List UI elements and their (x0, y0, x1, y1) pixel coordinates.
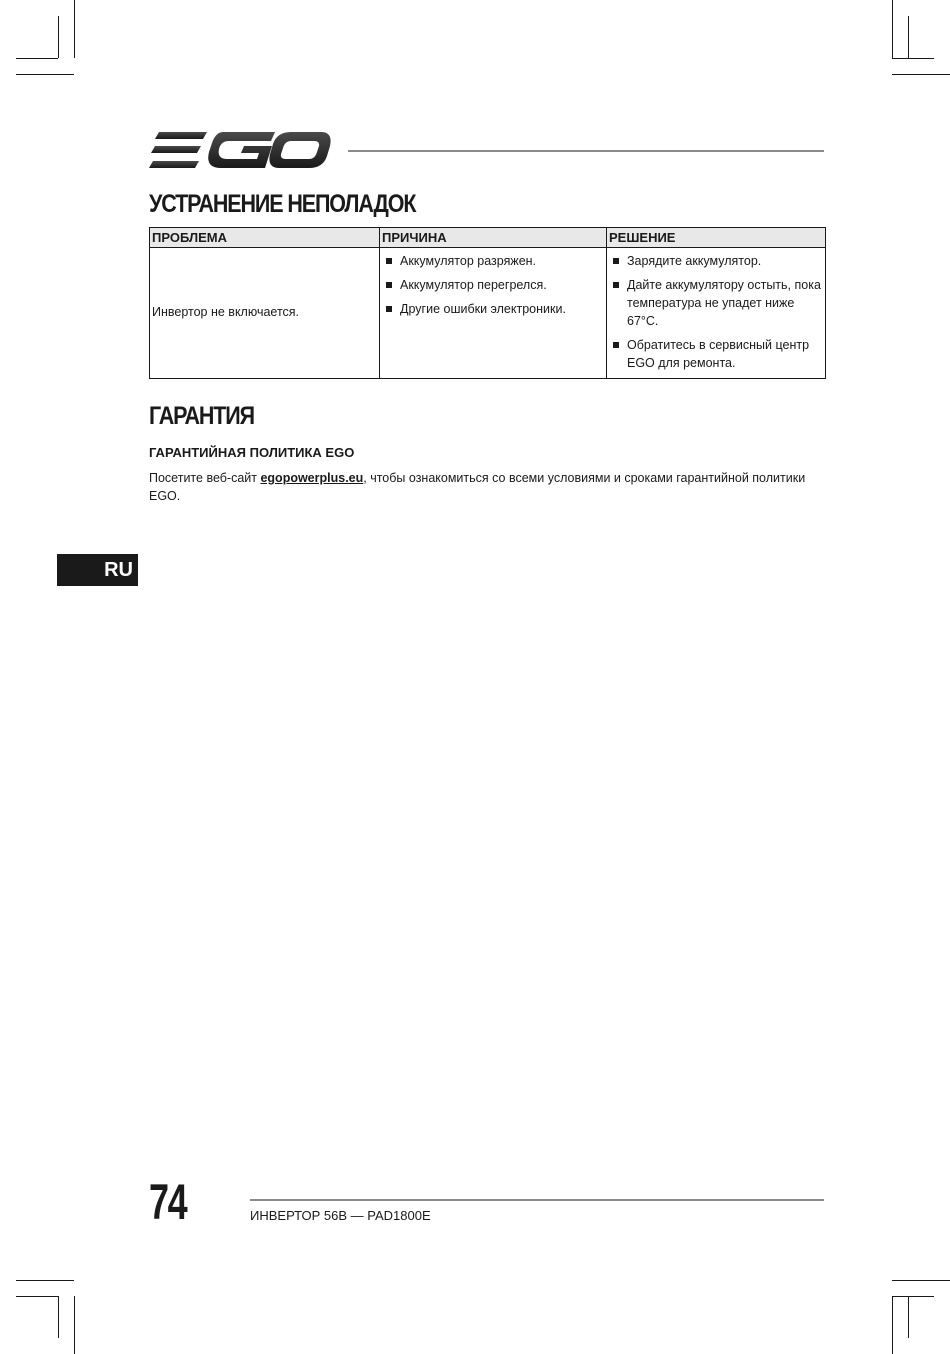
cause-item: Аккумулятор перегрелся. (384, 276, 602, 294)
cause-item: Аккумулятор разряжен. (384, 252, 602, 270)
problem-cell: Инвертор не включается. (150, 248, 380, 379)
crop-mark (892, 1296, 934, 1297)
footer-text: ИНВЕРТОР 56В — PAD1800E (250, 1208, 431, 1223)
cause-cell (380, 248, 607, 379)
warranty-text-before: Посетите веб-сайт (149, 471, 261, 485)
cause-list (384, 252, 602, 318)
crop-mark (74, 0, 75, 58)
language-tab: RU (57, 554, 138, 586)
warranty-text-after: , чтобы ознакомиться со всеми условиями и сроками гарантийной политики EGO. (149, 471, 806, 503)
crop-mark (58, 16, 59, 58)
warranty-subtitle: ГАРАНТИЙНАЯ ПОЛИТИКА EGO (149, 445, 355, 460)
crop-mark (74, 1296, 75, 1354)
solution-list (611, 252, 821, 372)
crop-mark (892, 1280, 950, 1281)
cause-item: Другие ошибки электроники. (384, 300, 602, 318)
solution-cell (607, 248, 826, 379)
column-header-solution: РЕШЕНИЕ (607, 228, 826, 248)
column-header-problem: ПРОБЛЕМА (150, 228, 380, 248)
crop-mark (892, 1296, 893, 1354)
crop-mark (16, 1280, 74, 1281)
troubleshooting-title: УСТРАНЕНИЕ НЕПОЛАДОК (149, 190, 416, 218)
crop-mark (908, 1296, 909, 1338)
crop-mark (58, 1296, 59, 1338)
crop-mark (892, 0, 893, 58)
troubleshooting-table (149, 227, 826, 379)
ego-logo (149, 128, 331, 172)
solution-item: Зарядите аккумулятор. (611, 252, 821, 270)
solution-item: Обратитесь в сервисный центр EGO для ремонта. (611, 336, 821, 372)
warranty-link[interactable]: egopowerplus.eu (260, 471, 364, 485)
table-row (150, 248, 826, 379)
solution-item: Дайте аккумулятору остыть, пока температура не упадет ниже 67°C. (611, 276, 821, 330)
footer-rule (250, 1199, 824, 1201)
crop-mark (16, 1296, 58, 1297)
table-header-row (150, 228, 826, 248)
column-header-cause: ПРИЧИНА (380, 228, 607, 248)
crop-mark (908, 16, 909, 58)
crop-mark (16, 74, 74, 75)
warranty-title: ГАРАНТИЯ (149, 402, 254, 430)
page-number: 74 (149, 1174, 187, 1230)
warranty-paragraph (149, 469, 825, 505)
crop-mark (16, 58, 58, 59)
crop-mark (892, 58, 934, 59)
header-rule (348, 150, 824, 152)
crop-mark (892, 74, 950, 75)
